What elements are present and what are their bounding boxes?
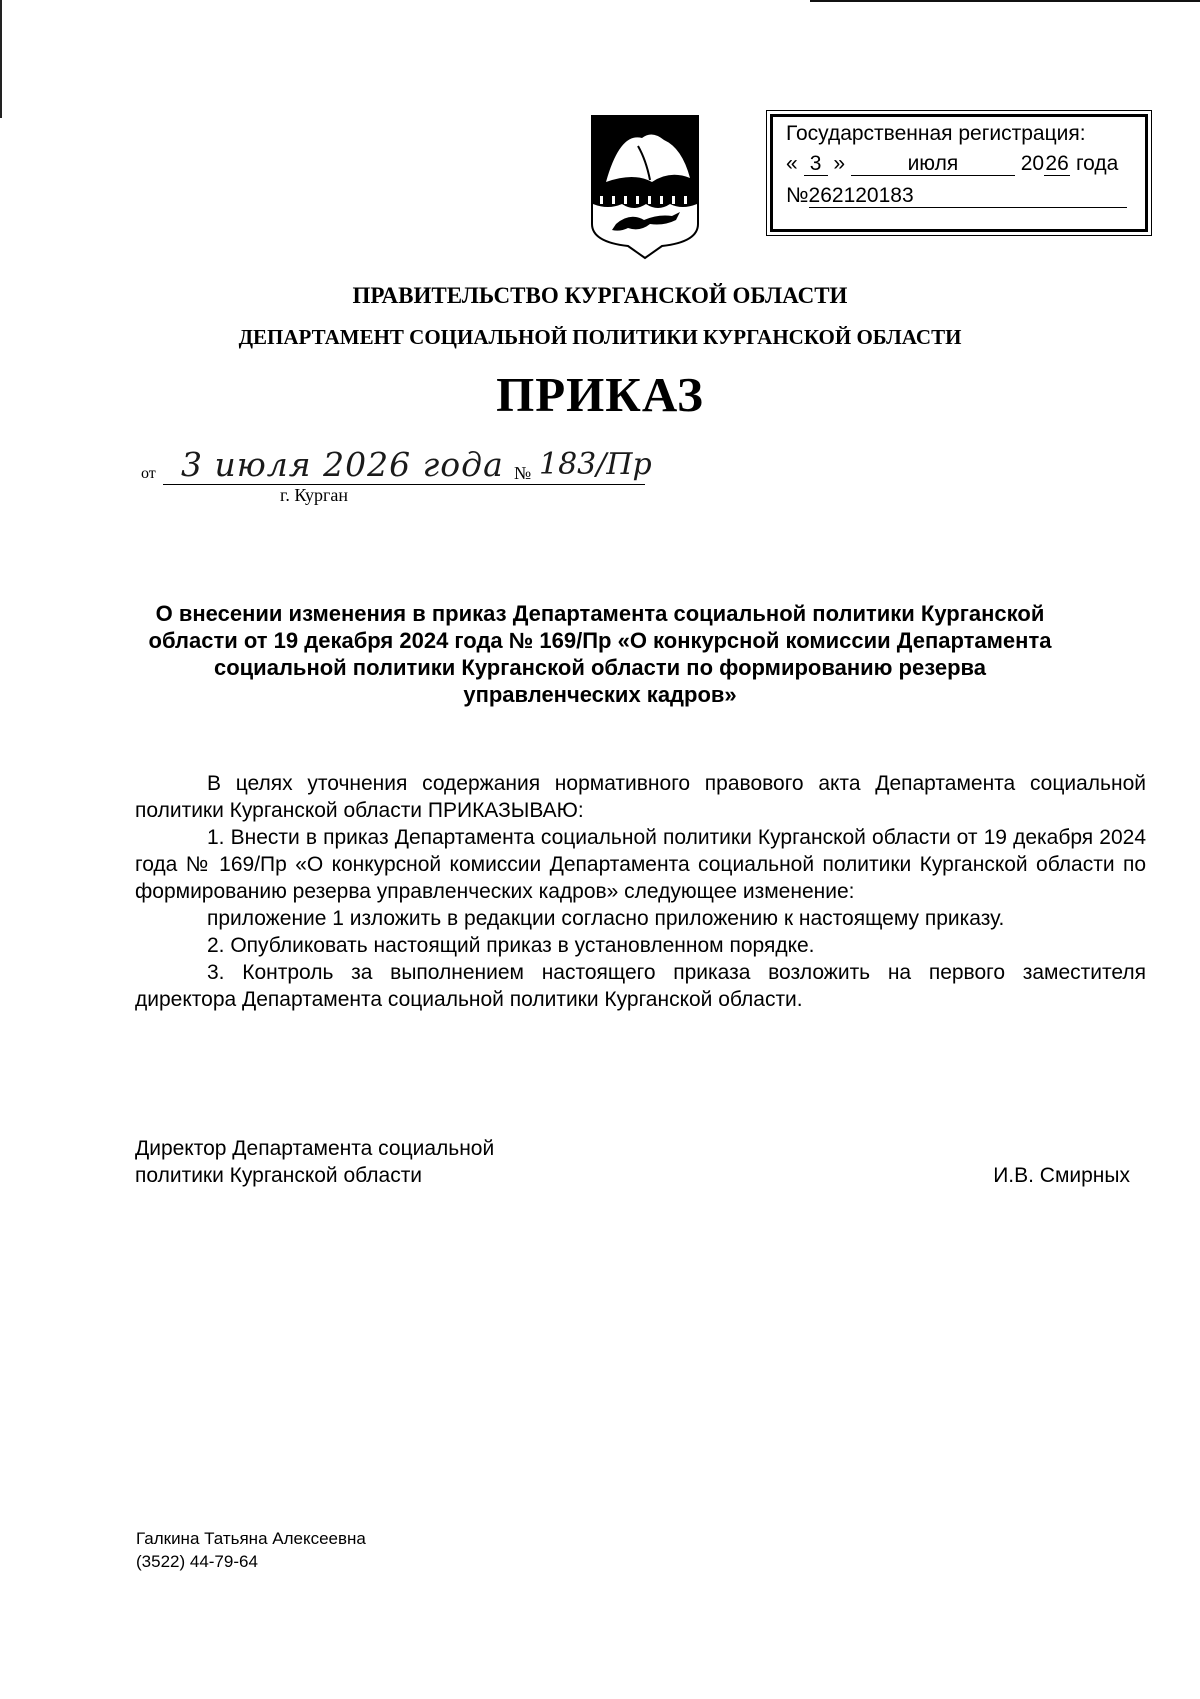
paragraph-item-1-change: приложение 1 изложить в редакции согласно приложению к настоящему приказу. — [207, 907, 1005, 930]
government-name: ПРАВИТЕЛЬСТВО КУРГАНСКОЙ ОБЛАСТИ — [352, 283, 848, 308]
date-underline — [163, 484, 645, 485]
signatory-position: Директор Департамента социальной политики Курганской области — [135, 1137, 495, 1187]
date-prefix: от — [141, 465, 156, 482]
paragraph-preamble: В целях уточнения содержания нормативного правового акта Департамента социальной политики Курганской области ПРИКАЗЫВАЮ: — [135, 772, 1146, 822]
signatory-name: И.В. Смирных — [993, 1164, 1130, 1187]
registration-heading: Государственная регистрация: — [786, 122, 1086, 145]
document-body — [135, 770, 1146, 1013]
document-title: О внесении изменения в приказ Департамента социальной политики Курганской области от 19 декабря 2024 года № 169/Пр «О конкурсной комиссии Департамента социальной политики Курганской области по формированию резерва управленческих кадров» — [148, 601, 1052, 707]
paragraph-item-3: 3. Контроль за выполнением настоящего приказа возложить на первого заместителя директора Департамента социальной политики Курганской области. — [135, 961, 1146, 1011]
registration-year: 26 — [1045, 152, 1069, 175]
coat-of-arms-icon — [586, 112, 704, 260]
scan-edge-top — [810, 0, 1200, 2]
handwritten-date: 3 июля 2026 года — [181, 445, 504, 484]
registration-day: 3 — [804, 152, 828, 176]
document-type: ПРИКАЗ — [496, 367, 704, 422]
state-registration-stamp — [770, 114, 1148, 232]
executor-info — [136, 1527, 366, 1573]
scan-edge-left — [0, 0, 2, 118]
department-name: ДЕПАРТАМЕНТ СОЦИАЛЬНОЙ ПОЛИТИКИ КУРГАНСКОЙ ОБЛАСТИ — [238, 325, 962, 349]
executor-name: Галкина Татьяна Алексеевна — [136, 1529, 366, 1548]
handwritten-number: 183/Пр — [539, 447, 652, 482]
number-sign: № — [514, 463, 532, 483]
paragraph-item-1: 1. Внести в приказ Департамента социальной политики Курганской области от 19 декабря 2024 года № 169/Пр «О конкурсной комиссии Департамента социальной политики Курганской области по формированию резерва управленческих кадров» следующее изменение: — [135, 826, 1146, 903]
registration-number: №262120183 — [786, 181, 1127, 210]
order-date-number — [141, 445, 661, 505]
registration-date: « 3 » июля 2026 года — [786, 152, 1119, 175]
registration-month: июля — [851, 152, 1015, 176]
executor-phone: (3522) 44-79-64 — [136, 1552, 258, 1571]
city: г. Курган — [280, 485, 349, 505]
paragraph-item-2: 2. Опубликовать настоящий приказ в установленном порядке. — [207, 934, 815, 957]
